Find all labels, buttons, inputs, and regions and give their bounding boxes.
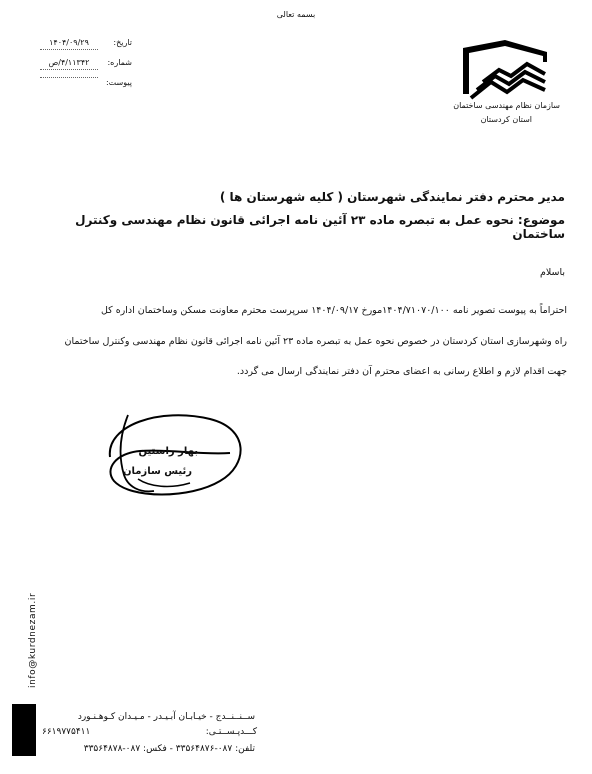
signer-name: بهار راستین <box>138 446 198 457</box>
footer-postal-row <box>42 727 257 741</box>
roof-logo-icon <box>457 38 551 108</box>
footer-black-bar <box>12 704 36 756</box>
date-row <box>40 38 132 52</box>
postal-code-label: کـــدپـســتـی: <box>205 727 257 737</box>
attachment-label: پیوست: <box>105 78 132 87</box>
date-value: ۱۴۰۴/۰۹/۲۹ <box>40 37 98 50</box>
organization-name: سازمان نظام مهندسی ساختمان <box>453 101 560 110</box>
organization-province: استان کردستان <box>480 115 532 124</box>
number-value: ۴/۱۱۳۴۲/ص <box>40 57 98 70</box>
signer-title: رئیس سازمان <box>122 466 192 477</box>
body-line-2: راه وشهرسازی استان کردستان در خصوص نحوه عمل به تبصره ماده ۲۳ آئین نامه اجرائی قانون نظام مهندسی وکنترل ساختمان <box>64 336 567 347</box>
date-label: تاریخ: <box>113 38 132 47</box>
body-line-1: احتراماً به پیوست تصویر نامه ۱۴۰۴/۷۱۰۷۰/۱۰۰مورخ ۱۴۰۴/۰۹/۱۷ سرپرست محترم معاونت مسکن وساختمان اداره کل <box>100 305 567 316</box>
recipient-line: مدیر محترم دفتر نمایندگی شهرستان ( کلیه شهرستان ها ) <box>219 190 565 204</box>
subject-line: موضوع: نحوه عمل به تبصره ماده ۲۳ آئین نامه اجرائی قانون نظام مهندسی وکنترل ساختمان <box>75 213 565 241</box>
greeting: باسلام <box>539 267 565 278</box>
postal-code-value: ۶۶۱۹۷۷۵۴۱۱ <box>42 727 91 737</box>
email-address: info@kurdnezam.ir <box>28 592 38 688</box>
number-row <box>40 58 132 72</box>
attachment-value <box>40 77 98 78</box>
number-label: شماره: <box>107 58 132 67</box>
body-line-3: جهت اقدام لازم و اطلاع رسانی به اعضای محترم آن دفتر نمایندگی ارسال می گردد. <box>236 366 567 377</box>
bismillah-heading: بسمه تعالی <box>276 10 316 19</box>
attachment-row <box>40 78 132 92</box>
footer-phone-fax: تلفن: ۰۸۷-۳۳۵۶۴۸۷۶ - فکس: ۰۸۷-۳۳۵۶۴۸۷۸ <box>83 744 255 754</box>
footer-address: ســنــنــدج - خیـابـان آبـیـدر - مـیـدان کـوهـنـورد <box>77 712 255 722</box>
